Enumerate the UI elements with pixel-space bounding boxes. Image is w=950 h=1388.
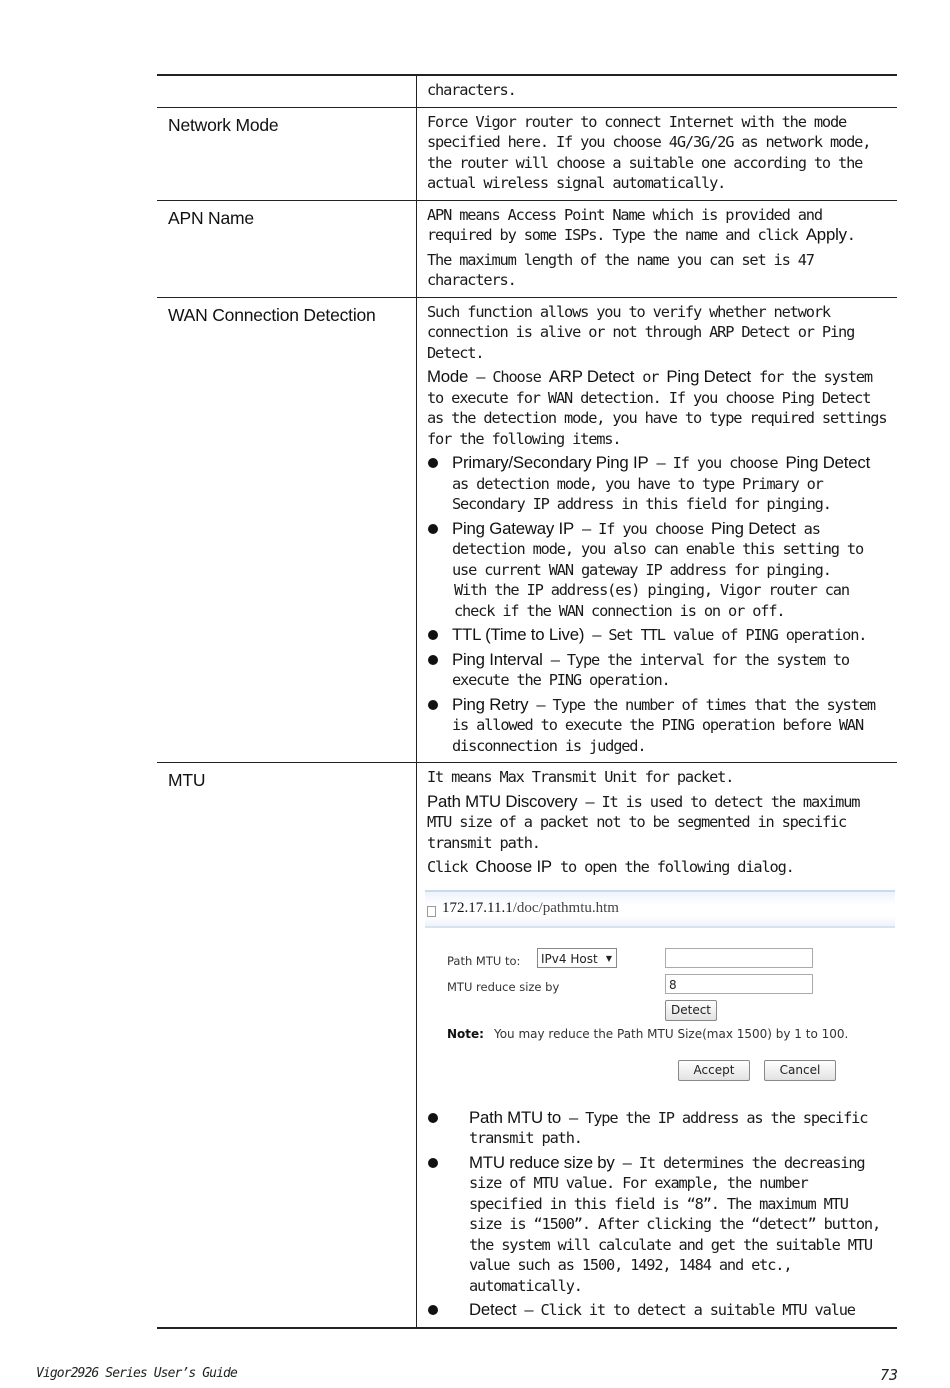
- note-label: Note:: [447, 1026, 484, 1041]
- bullet-item: [427, 625, 887, 646]
- description-text: Force Vigor router to connect Internet with the mode specified here. If you choose 4G/3G/2G as network mode, the router will choose a suitable one according to the actual wireless signal automatically.: [427, 112, 871, 192]
- row-description: [417, 75, 898, 107]
- keyword: Ping Interval: [452, 649, 543, 669]
- url-path: /doc/pathmtu.htm: [512, 899, 619, 916]
- bullet-icon: [428, 1158, 438, 1168]
- bullet-item: [427, 1153, 887, 1297]
- path-mtu-select[interactable]: [537, 948, 617, 968]
- keyword: Ping Gateway IP: [452, 518, 574, 538]
- keyword-apply: Apply: [805, 225, 847, 244]
- address-bar: [425, 890, 895, 928]
- text-run: – If you choose: [574, 519, 712, 538]
- table-row: [157, 200, 897, 297]
- page-number: 73: [879, 1366, 898, 1384]
- text-run: as detection mode, you also can enable this setting to use current WAN gateway IP address for pinging.: [452, 519, 864, 579]
- keyword: Primary/Secondary Ping IP: [452, 453, 649, 472]
- description-text: Such function allows you to verify whether network connection is alive or not through ARP Detect or Ping Detect.: [427, 302, 855, 362]
- description-text: [427, 205, 887, 246]
- dialog-note: [447, 1027, 848, 1041]
- bullet-icon: [428, 1305, 438, 1315]
- path-mtu-input[interactable]: [665, 948, 813, 968]
- footer-guide-title: Vigor2926 Series User’s Guide: [36, 1366, 237, 1381]
- bullet-item: [427, 695, 887, 757]
- table-row: [157, 297, 897, 763]
- dropdown-arrow-icon: ▼: [605, 953, 612, 963]
- bullet-icon: [428, 1113, 438, 1123]
- bullet-extra: With the IP address(es) pinging, Vigor router can check if the WAN connection is on or off.: [454, 581, 849, 620]
- text-run: – It is used to detect the maximum MTU size of a packet not to be segmented in specific transmit path.: [427, 792, 860, 852]
- bullet-icon: [428, 655, 438, 665]
- bullet-item: [427, 1300, 887, 1321]
- note-text: You may reduce the Path MTU Size(max 1500) by 1 to 100.: [493, 1026, 849, 1041]
- text-run: for the system to execute for WAN detection. If you choose Ping Detect as the detection mode, you have to type required settings for the following items.: [427, 368, 887, 448]
- address-url: [442, 900, 619, 917]
- keyword: Choose IP: [475, 857, 552, 876]
- description-text: The maximum length of the name you can set is 47 characters.: [427, 250, 814, 289]
- text-run: – Type the IP address as the specific transmit path.: [469, 1108, 868, 1147]
- row-term: [157, 75, 417, 107]
- bullet-icon: [428, 458, 438, 468]
- description-text: characters.: [427, 81, 516, 99]
- table-row: [157, 107, 897, 200]
- row-term: WAN Connection Detection: [157, 297, 417, 763]
- description-text: [427, 857, 887, 878]
- row-description: [417, 297, 898, 763]
- page-icon: [427, 906, 436, 917]
- bullet-item: [427, 1108, 887, 1149]
- text-run: – Type the interval for the system to execute the PING operation.: [452, 650, 849, 689]
- description-text: It means Max Transmit Unit for packet.: [427, 768, 734, 786]
- keyword: Ping Retry: [452, 694, 529, 714]
- reduce-size-input[interactable]: 8: [665, 974, 813, 994]
- text-run: or: [634, 368, 667, 386]
- cancel-button[interactable]: Cancel: [764, 1060, 836, 1081]
- path-mtu-label: Path MTU to:: [447, 953, 521, 968]
- description-text: [427, 792, 887, 854]
- row-term: Network Mode: [157, 107, 417, 200]
- keyword: Detect: [469, 1300, 517, 1319]
- table-row: [157, 763, 897, 1328]
- url-host: 172.17.11.1: [442, 899, 513, 916]
- select-value: IPv4 Host: [541, 951, 598, 966]
- row-term: MTU: [157, 763, 417, 1328]
- text-run: – It determines the decreasing size of MTU value. For example, the number specified in this field is “8”. The maximum MTU size is “1500”. After clicking the “detect” button, the system will calculate and get the suitable MTU value such as 1500, 1492, 1484 and etc., automatically.: [469, 1153, 881, 1295]
- keyword: MTU reduce size by: [469, 1152, 615, 1172]
- text-run: Click: [427, 858, 476, 876]
- accept-button[interactable]: Accept: [678, 1060, 750, 1081]
- text-run: – Type the number of times that the system is allowed to execute the PING operation before WAN disconnection is judged.: [452, 695, 875, 755]
- keyword: Ping Detect: [711, 518, 796, 538]
- bullet-item: [427, 453, 887, 515]
- settings-table: [157, 74, 897, 1329]
- row-term: APN Name: [157, 200, 417, 297]
- bullet-icon: [428, 630, 438, 640]
- text-run: APN means Access Point Name which is provided and required by some ISPs. Type the name and click: [427, 205, 822, 244]
- row-description: [417, 107, 898, 200]
- text-run: – Choose: [468, 368, 549, 386]
- detect-button[interactable]: Detect: [665, 1000, 717, 1021]
- bullet-item: [427, 650, 887, 691]
- keyword: Ping Detect: [666, 367, 751, 386]
- text-run: – Set TTL value of PING operation.: [584, 626, 867, 644]
- bullet-icon: [428, 524, 438, 534]
- mode-text: [427, 367, 887, 449]
- bullet-item: [427, 519, 887, 622]
- text-run: – Click it to detect a suitable MTU value: [516, 1301, 855, 1319]
- text-run: as detection mode, you have to type Primary or Secondary IP address in this field for pinging.: [452, 474, 831, 513]
- keyword: Mode: [427, 367, 469, 386]
- row-description: [417, 763, 898, 1328]
- keyword: Path MTU Discovery: [427, 791, 578, 811]
- table-row: [157, 75, 897, 107]
- text-run: to open the following dialog.: [551, 858, 794, 876]
- path-mtu-dialog-screenshot: [421, 890, 899, 1102]
- text-run: .: [846, 226, 855, 244]
- bullet-icon: [428, 700, 438, 710]
- row-description: [417, 200, 898, 297]
- reduce-size-label: MTU reduce size by: [447, 979, 560, 994]
- text-run: – If you choose: [648, 454, 786, 472]
- keyword: TTL (Time to Live): [452, 625, 585, 644]
- keyword: Path MTU to: [469, 1107, 561, 1127]
- keyword: Ping Detect: [785, 453, 871, 472]
- keyword: ARP Detect: [548, 367, 635, 386]
